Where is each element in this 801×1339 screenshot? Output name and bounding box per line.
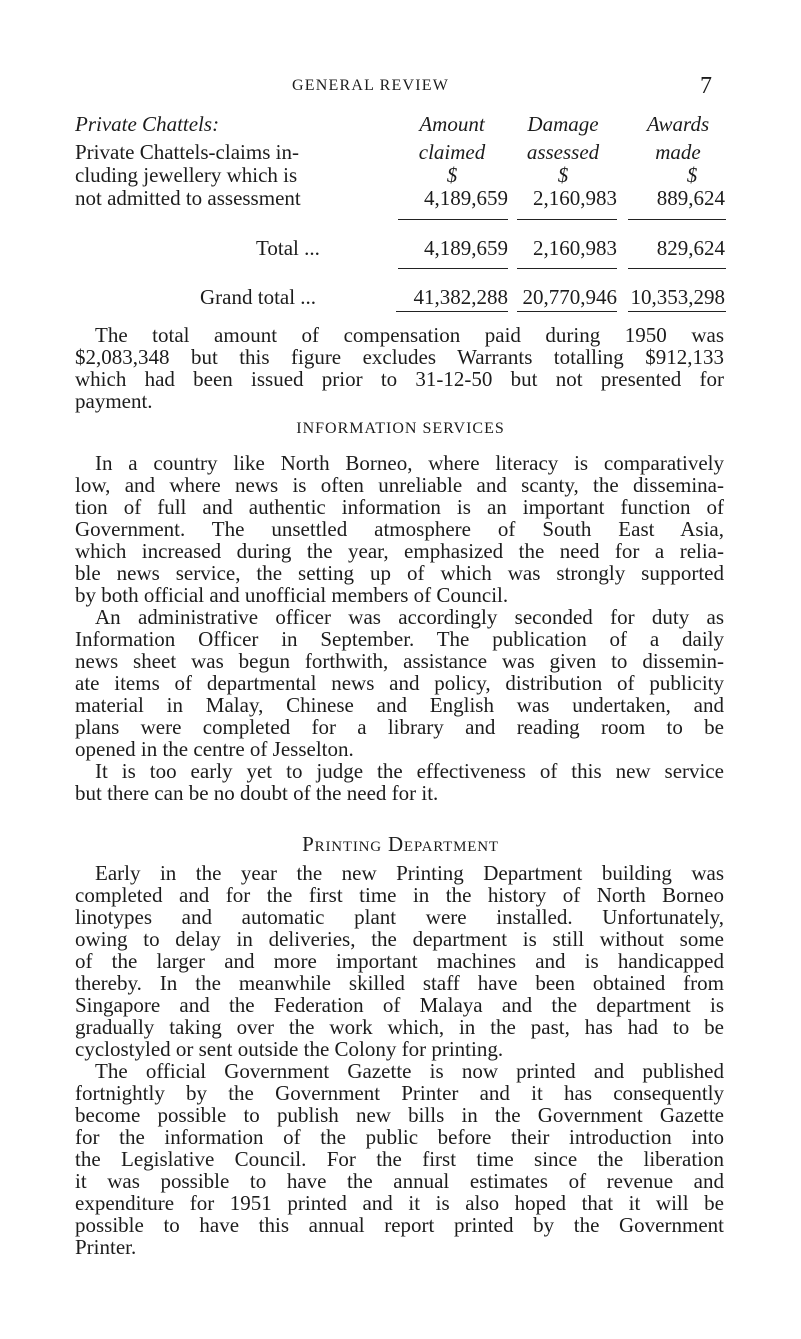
text-line: linotypes and automatic plant were installed. Unfortunately, xyxy=(75,905,724,929)
text-line: plans were completed for a library and reading room to be xyxy=(75,715,724,739)
information-services-paragraph xyxy=(75,606,724,760)
table-rule xyxy=(628,311,726,312)
text-line: An administrative officer was accordingly seconded for duty as xyxy=(95,605,724,629)
text-line: ble news service, the setting up of which was strongly supported xyxy=(75,561,724,585)
table-rule xyxy=(398,268,508,269)
text-line: In a country like North Borneo, where literacy is comparatively xyxy=(95,451,724,475)
grand-total-label: Grand total ... xyxy=(200,285,317,309)
information-services-heading: INFORMATION SERVICES xyxy=(296,420,505,437)
heading-text: Printing Department xyxy=(302,832,499,856)
text-line: gradually taking over the work which, in the past, has had to be xyxy=(75,1015,724,1039)
column-unit: $ xyxy=(557,163,569,187)
text-line: Printer. xyxy=(75,1235,137,1259)
row-value: 2,160,983 xyxy=(533,186,617,210)
row-label-line: Private Chattels-claims in- xyxy=(75,140,299,164)
compensation-paragraph xyxy=(75,324,724,412)
total-label: Total ... xyxy=(256,236,320,260)
text-line: Government. The unsettled atmosphere of South East Asia, xyxy=(75,517,724,541)
text-line: become possible to publish new bills in the Government Gazette xyxy=(75,1103,724,1127)
text-line: cyclostyled or sent outside the Colony for printing. xyxy=(75,1037,504,1061)
text-line: but there can be no doubt of the need for it. xyxy=(75,781,439,805)
row-value: 4,189,659 xyxy=(424,186,508,210)
text-line: opened in the centre of Jesselton. xyxy=(75,737,354,761)
text-line: $2,083,348 but this figure excludes Warrants totalling $912,133 xyxy=(75,345,724,369)
column-heading: Awards xyxy=(646,112,710,136)
text-line: news sheet was begun forthwith, assistance was given to dissemin- xyxy=(75,649,724,673)
text-line: of the larger and more important machines and is handicapped xyxy=(75,949,724,973)
text-line: thereby. In the meanwhile skilled staff have been obtained from xyxy=(75,971,724,995)
text-line: expenditure for 1951 printed and it is also hoped that it will be xyxy=(75,1191,724,1215)
table-rule xyxy=(396,311,508,312)
text-line: The official Government Gazette is now printed and published xyxy=(95,1059,724,1083)
page-header xyxy=(0,75,801,103)
text-line: possible to have this annual report printed by the Government xyxy=(75,1213,724,1237)
printing-department-paragraph xyxy=(75,1060,724,1258)
grand-total-value: 20,770,946 xyxy=(522,285,617,309)
page-number: 7 xyxy=(700,73,712,99)
row-value: 889,624 xyxy=(656,186,725,210)
text-line: material in Malay, Chinese and English was undertaken, and xyxy=(75,693,724,717)
table-rule xyxy=(517,311,617,312)
text-line: by both official and unofficial members of Council. xyxy=(75,583,509,607)
row-label-line: cluding jewellery which is xyxy=(75,163,298,187)
row-label-line: not admitted to assessment xyxy=(75,186,301,210)
section-label: Private Chattels: xyxy=(75,112,220,136)
printing-department-heading xyxy=(0,832,801,857)
text-line: fortnightly by the Government Printer and it has consequently xyxy=(75,1081,724,1105)
table-rule xyxy=(517,268,617,269)
column-unit: $ xyxy=(686,163,698,187)
total-value: 2,160,983 xyxy=(533,236,617,260)
text-line: which had been issued prior to 31-12-50 but not presented for xyxy=(75,367,724,391)
column-heading: claimed xyxy=(418,140,486,164)
text-line: The total amount of compensation paid during 1950 was xyxy=(95,323,724,347)
table-rule xyxy=(628,219,726,220)
table-rule xyxy=(517,219,617,220)
information-services-paragraph xyxy=(75,452,724,606)
text-line: Singapore and the Federation of Malaya and the department is xyxy=(75,993,724,1017)
information-services-paragraph xyxy=(75,760,724,804)
text-line: payment. xyxy=(75,389,153,413)
table-rule xyxy=(628,268,726,269)
total-value: 829,624 xyxy=(656,236,725,260)
text-line: for the information of the public before their introduction into xyxy=(75,1125,724,1149)
total-value: 4,189,659 xyxy=(424,236,508,260)
text-line: ate items of departmental news and policy, distribution of publicity xyxy=(75,671,724,695)
printing-department-paragraph xyxy=(75,862,724,1060)
column-unit: $ xyxy=(446,163,458,187)
text-line: which increased during the year, emphasized the need for a relia- xyxy=(75,539,724,563)
text-line: low, and where news is often unreliable and scanty, the dissemina- xyxy=(75,473,724,497)
text-line: Early in the year the new Printing Department building was xyxy=(95,861,724,885)
text-line: Information Officer in September. The publication of a daily xyxy=(75,627,724,651)
column-heading: assessed xyxy=(526,140,600,164)
text-line: owing to delay in deliveries, the department is still without some xyxy=(75,927,724,951)
column-heading: made xyxy=(655,140,701,164)
column-heading: Amount xyxy=(419,112,485,136)
column-heading: Damage xyxy=(527,112,599,136)
text-line: it was possible to have the annual estimates of revenue and xyxy=(75,1169,724,1193)
grand-total-value: 41,382,288 xyxy=(413,285,508,309)
text-line: It is too early yet to judge the effectiveness of this new service xyxy=(95,759,724,783)
grand-total-value: 10,353,298 xyxy=(630,285,725,309)
running-head: GENERAL REVIEW xyxy=(292,77,450,94)
text-line: tion of full and authentic information is an important function of xyxy=(75,495,724,519)
text-line: completed and for the first time in the history of North Borneo xyxy=(75,883,724,907)
text-line: the Legislative Council. For the first time since the liberation xyxy=(75,1147,724,1171)
table-rule xyxy=(398,219,508,220)
